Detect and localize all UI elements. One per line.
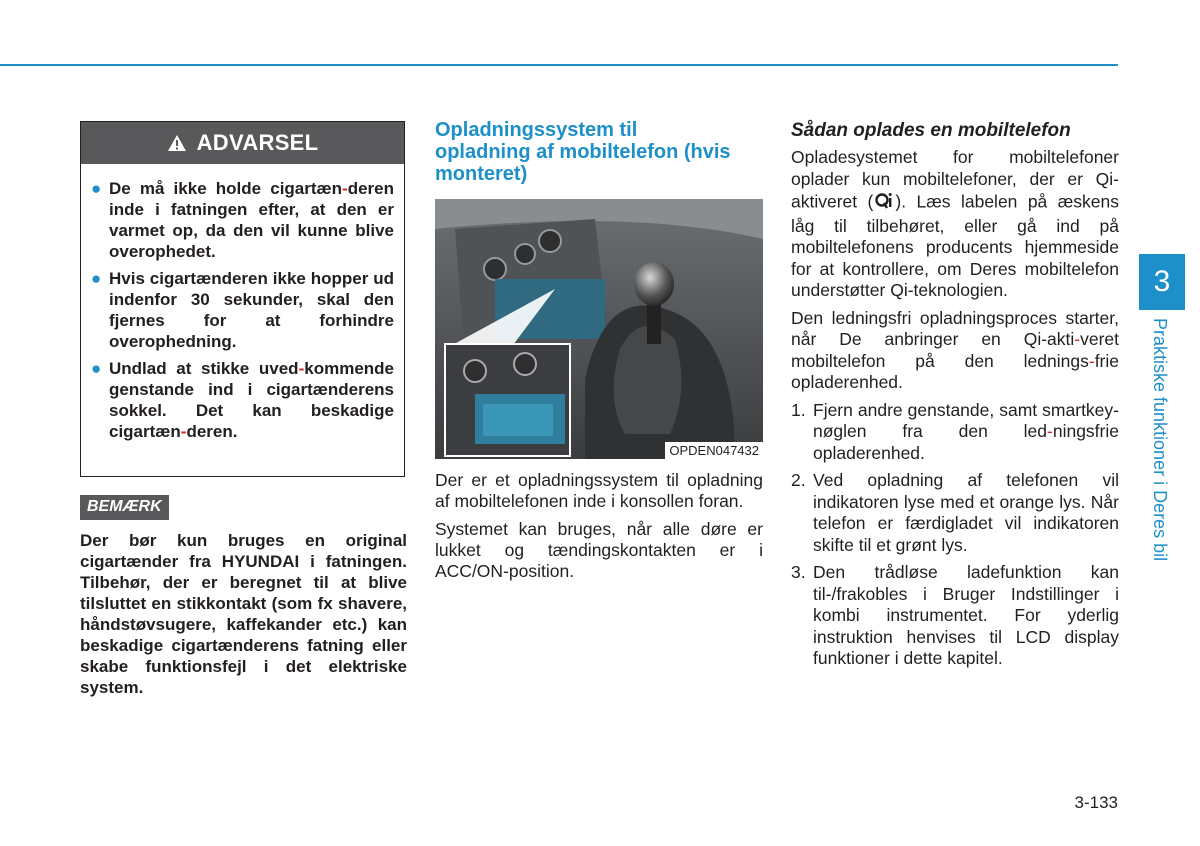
warning-triangle-icon [167,134,187,152]
note-label: BEMÆRK [80,495,169,520]
step-item: 1. Fjern andre genstande, samt smartkey-nøglen fra den led-ningsfrie opladerenhed. [791,399,1119,463]
right-column [791,119,1119,676]
bullet-icon: ● [91,359,102,378]
paragraph: Den ledningsfri opladningsproces starter, når De anbringer en Qi-akti-veret mobiltelefon på den lednings-frie opladerenhed. [791,307,1119,392]
middle-body [435,470,763,589]
warning-item: ● De må ikke holde cigartæn-deren inde i fatningen efter, at den er varmet op, da den vil kunne blive overophedet. [91,179,394,261]
console-photo [435,199,763,459]
chapter-label: Praktiske funktioner i Deres bil [1150,318,1170,562]
steps-list [791,400,1119,670]
section-heading: Opladningssystem til opladning af mobiltelefon (hvis monteret) [435,119,731,185]
note-text: Der bør kun bruges en original cigartænder fra HYUNDAI i fatningen. Tilbehør, der er beregnet til at blive tilsluttet en stikkontakt (som fx shavere, håndstøvsugere, kaffekander etc.) kan beskadige cigartænderens fatning eller skabe funktionsfejl i det elektriske system. [80,531,407,697]
step-item: 3. Den trådløse ladefunktion kan til-/frakobles i Bruger Indstillinger i kombi instrumentet. For yderlig instruktion henvises til LCD display funktioner i dette kapitel. [791,562,1119,668]
warning-box [80,121,405,477]
paragraph: Opladesystemet for mobiltelefoner oplader kun mobiltelefoner, der er Qi-aktiveret ( ). Læs labelen på æskens låg til tilbehøret, eller gå ind på mobiltelefonens producents hjemmeside for at kontrollere, om Deres mobiltelefon understøtter Qi-teknologien. [791,147,1119,300]
warning-title: ADVARSEL [196,130,319,155]
subsection-heading: Sådan oplades en mobiltelefon [791,120,1071,141]
bullet-icon: ● [91,269,102,288]
bullet-icon: ● [91,179,102,198]
warning-item: ● Undlad at stikke uved-kommende genstande ind i cigartænderens sokkel. Det kan beskadige cigartæn-deren. [91,359,394,441]
header-rule [0,64,1118,66]
image-caption: OPDEN047432 [665,442,763,459]
chapter-tab: 3 [1139,254,1185,310]
console-illustration [435,199,763,459]
page-number: 3-133 [1074,793,1118,812]
warning-item: ● Hvis cigartænderen ikke hopper ud indenfor 30 sekunder, skal den fjernes for at forhindre overophedning. [91,269,394,351]
step-item: 2. Ved opladning af telefonen vil indikatoren lyse med et orange lys. Når telefon er færdigladet vil indikatoren skifte til et grønt lys. [791,470,1119,555]
warning-header [81,122,404,164]
paragraph: Systemet kan bruges, når alle døre er lukket og tændingskontakten er i ACC/ON-position. [435,519,763,581]
paragraph: Der er et opladningssystem til opladning af mobiltelefonen inde i konsollen foran. [435,470,763,511]
warning-list [81,164,404,442]
qi-logo-icon [875,190,893,216]
